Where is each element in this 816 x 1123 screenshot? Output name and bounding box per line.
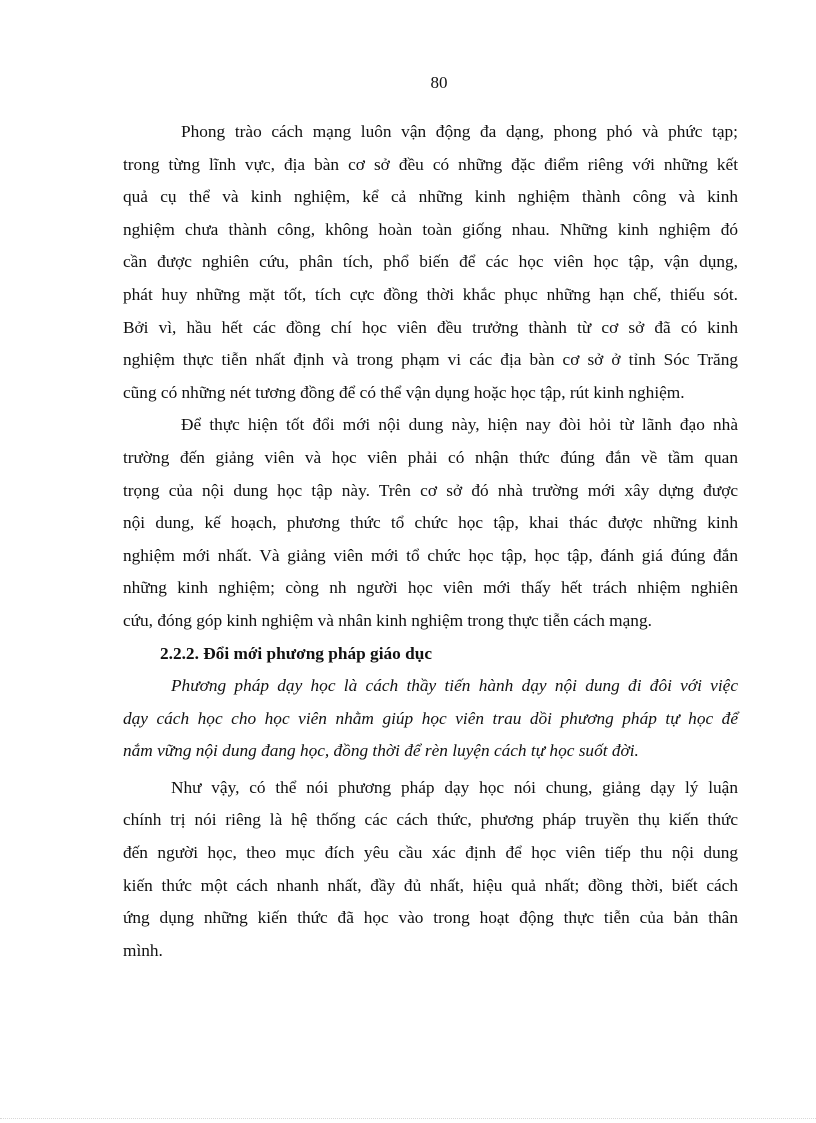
section-heading: 2.2.2. Đổi mới phương pháp giáo dục — [160, 643, 432, 663]
paragraph-2 — [123, 409, 738, 637]
text-line: cứu, đóng góp kinh nghiệm và nhân kinh nghiệm trong thực tiễn cách mạng. — [123, 610, 652, 630]
text-line: Phong trào cách mạng luôn vận động đa dạng, phong phó và phức tạp; — [181, 122, 738, 141]
page-number: 80 — [430, 73, 448, 92]
text-line: Phương pháp dạy học là cách thầy tiến hành dạy nội dung đi đôi với việc — [171, 676, 738, 696]
text-line: kiến thức một cách nhanh nhất, đầy đủ nhất, hiệu quả nhất; đồng thời, biết cách — [123, 875, 738, 895]
text-line: nghiệm thực tiễn nhất định và trong phạm vi các địa bàn cơ sở ở tỉnh Sóc Trăng — [123, 350, 738, 370]
text-line: đến người học, theo mục đích yêu cầu xác định để học viên tiếp thu nội dung — [123, 843, 738, 863]
text-line: chính trị nói riêng là hệ thống các cách thức, phương pháp truyền thụ kiến thức — [123, 810, 738, 830]
text-line: dạy cách học cho học viên nhằm giúp học viên trau dồi phương pháp tự học để — [123, 708, 738, 728]
text-line: nghiệm chưa thành công, không hoàn toàn giống nhau. Những kinh nghiệm đó — [123, 219, 738, 239]
text-line: nắm vững nội dung đang học, đồng thời để rèn luyện cách tự học suốt đời. — [123, 741, 639, 761]
text-line: Như vậy, có thể nói phương pháp dạy học nói chung, giảng dạy lý luận — [171, 777, 738, 797]
text-line: ứng dụng những kiến thức đã học vào trong hoạt động thực tiễn của bản thân — [123, 908, 738, 928]
italic-paragraph — [123, 670, 738, 768]
document-body — [123, 116, 738, 967]
paragraph-1 — [123, 116, 738, 409]
page-bottom-divider — [0, 1118, 816, 1119]
text-line: trong từng lĩnh vực, địa bàn cơ sở đều có những đặc điểm riêng với những kết — [123, 154, 738, 174]
text-line: nghiệm mới nhất. Và giảng viên mới tổ chức học tập, học tập, đánh giá đúng đắn — [123, 545, 738, 565]
text-line: quả cụ thể và kinh nghiệm, kể cả những kinh nghiệm thành công và kinh — [123, 187, 738, 207]
text-line: phát huy những mặt tốt, tích cực đồng thời khắc phục những hạn chế, thiếu sót. — [123, 284, 738, 304]
text-line: trường đến giảng viên và học viên phải có nhận thức đúng đắn về tầm quan — [123, 447, 738, 467]
text-line: cần được nghiên cứu, phân tích, phổ biến để các học viên học tập, vận dụng, — [123, 252, 738, 272]
text-line: Để thực hiện tốt đổi mới nội dung này, hiện nay đòi hỏi từ lãnh đạo nhà — [181, 415, 738, 435]
text-line: những kinh nghiệm; còng nh người học viên mới thấy hết trách nhiệm nghiên — [123, 578, 738, 598]
text-line: trọng của nội dung học tập này. Trên cơ sở đó nhà trường mới xây dựng được — [123, 480, 738, 500]
text-line: nội dung, kế hoạch, phương thức tổ chức học tập, khai thác được những kinh — [123, 513, 738, 533]
text-line: Bởi vì, hầu hết các đồng chí học viên đều trưởng thành từ cơ sở đã có kinh — [123, 317, 738, 337]
paragraph-3 — [123, 772, 738, 968]
text-line: mình. — [123, 940, 163, 960]
text-line: cũng có những nét tương đồng để có thể vận dụng hoặc học tập, rút kinh nghiệm. — [123, 382, 685, 402]
